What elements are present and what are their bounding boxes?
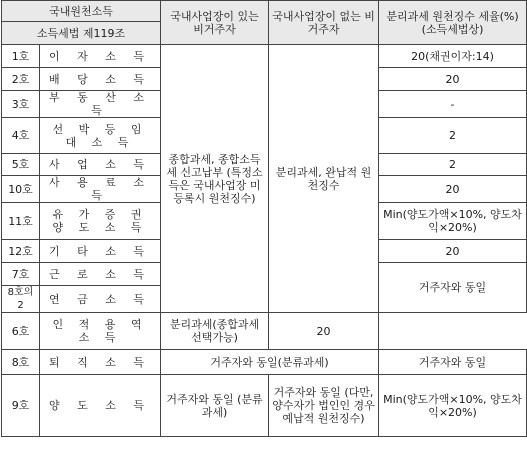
row-income-type: 배 당 소 득: [40, 68, 161, 91]
row-code: 7호: [2, 263, 40, 286]
row-rate: 20: [379, 68, 527, 91]
row-rate: 2: [379, 154, 527, 176]
row-rate: 20(채권이자:14): [379, 45, 527, 68]
row-code: 1호: [2, 45, 40, 68]
row-income-type: 퇴 직 소 득: [40, 350, 161, 375]
table-row: [2, 45, 527, 68]
row-income-type: 근 로 소 득: [40, 263, 161, 286]
row-code: 8호: [2, 350, 40, 375]
row-code: 6호: [2, 313, 40, 350]
row-code: 12호: [2, 240, 40, 263]
row-income-type: 유 가 증 권 양 도 소 득: [40, 203, 161, 240]
row-rate: 20: [379, 176, 527, 203]
row-rate: -: [379, 91, 527, 118]
row-rate: 20: [379, 240, 527, 263]
without-pe-merged-cell: 분리과세, 완납적 원천징수: [269, 45, 379, 313]
header-category-top: 국내원천소득: [2, 1, 161, 22]
row-code: 9호: [2, 375, 40, 437]
header-without-pe: 국내사업장이 없는 비거주자: [269, 1, 379, 45]
retirement-merged-cell: 거주자와 동일(분류과세): [161, 350, 379, 375]
without-pe-personal-service: 분리과세(종합과세 선택가능): [161, 313, 269, 350]
row-income-type: 기 타 소 득: [40, 240, 161, 263]
header-with-pe: 국내사업장이 있는 비거주자: [161, 1, 269, 45]
row-income-type: 사 업 소 득: [40, 154, 161, 176]
row-rate: 20: [269, 313, 379, 350]
tax-table: [1, 0, 527, 437]
row-rate: Min(양도가액×10%, 양도차익×20%): [379, 203, 527, 240]
row-code: 10호: [2, 176, 40, 203]
row-income-type: 이 자 소 득: [40, 45, 161, 68]
row-income-type: 선 박 등 임 대 소 득: [40, 118, 161, 154]
row-code: 4호: [2, 118, 40, 154]
row-income-type: 양 도 소 득: [40, 375, 161, 437]
with-pe-merged-cell: 종합과세, 종합소득세 신고납부 (특정소득은 국내사업장 미등록시 원천징수): [161, 45, 269, 313]
table-row: [2, 350, 527, 375]
row-income-type: 연 금 소 득: [40, 286, 161, 313]
header-category-bottom: 소득세법 제119조: [2, 22, 161, 45]
row-code: 3호: [2, 91, 40, 118]
row-code: 8호의2: [2, 286, 40, 313]
row-rate: 2: [379, 118, 527, 154]
header-rate: 분리과세 원천징수 세율(%)(소득세법상): [379, 1, 527, 45]
transfer-without-pe: 거주자와 동일 (다만, 양수자가 법인인 경우 예납적 원천징수): [269, 375, 379, 437]
transfer-with-pe: 거주자와 동일 (분류과세): [161, 375, 269, 437]
row-rate-merged: 거주자와 동일: [379, 263, 527, 313]
row-rate: Min(양도가액×10%, 양도차익×20%): [379, 375, 527, 437]
row-income-type: 사 용 료 소 득: [40, 176, 161, 203]
row-income-type: 부 동 산 소 득: [40, 91, 161, 118]
row-code: 11호: [2, 203, 40, 240]
table-row: [2, 313, 527, 350]
row-code: 5호: [2, 154, 40, 176]
row-income-type: 인 적 용 역 소 득: [40, 313, 161, 350]
row-code: 2호: [2, 68, 40, 91]
table-row: [2, 375, 527, 437]
row-rate: 거주자와 동일: [379, 350, 527, 375]
